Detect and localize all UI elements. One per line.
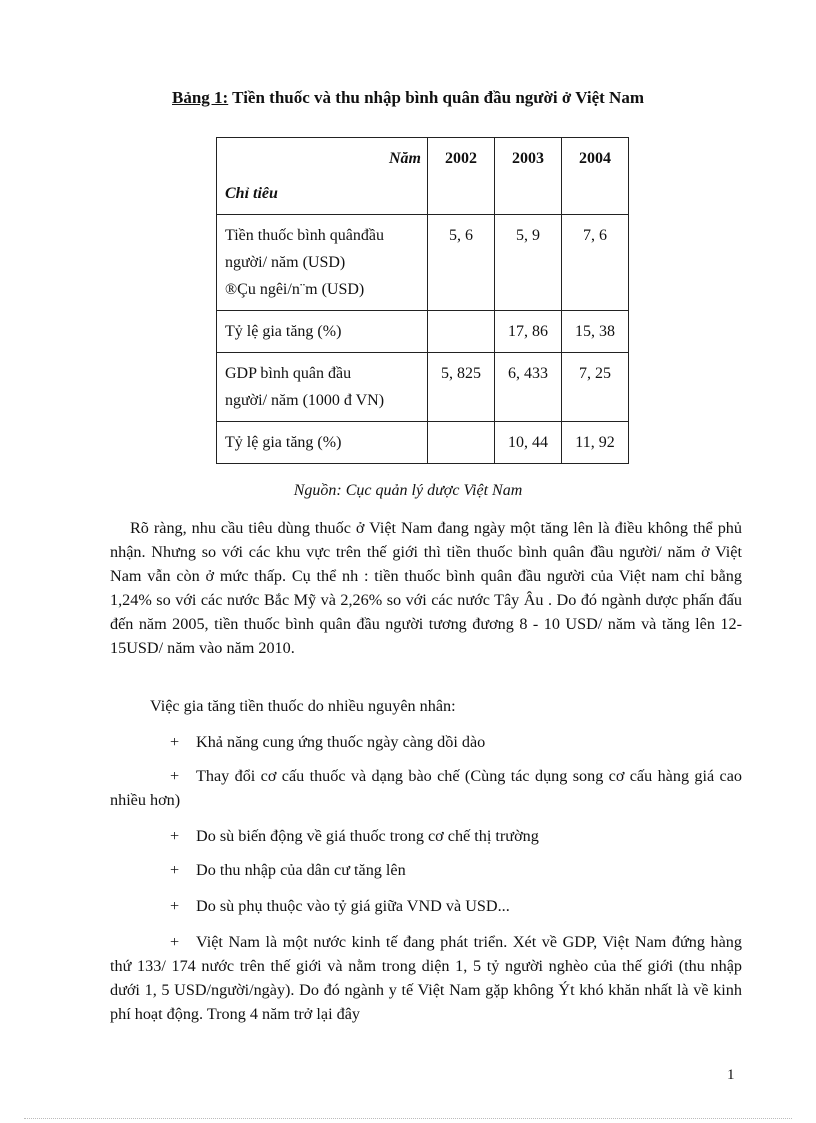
bullet-item	[110, 730, 742, 754]
paragraph-1: Rõ ràng, nhu cầu tiêu dùng thuốc ở Việt Nam đang ngày một tăng lên là điều không thể phủ nhận. Nhưng so với các khu vực trên thế giới thì tiền thuốc bình quân đầu người/ năm ở Việt Nam vẫn còn ở mức thấp. Cụ thể nh : tiền thuốc bình quân đầu người của Việt nam chỉ bằng 1,24% so với các nước Bắc Mỹ và 2,26% so với các nước Tây Âu . Do đó ngành dược phấn đấu đến năm 2005, tiền thuốc bình quân đầu người tương đương 8 - 10 USD/ năm và tăng lên 12-15USD/ năm vào năm 2010.	[110, 519, 742, 657]
row-label-line: người/ năm (USD)	[225, 254, 346, 271]
header-nam: Năm	[389, 150, 421, 167]
header-corner-cell	[217, 138, 428, 215]
bullet-text: Do sù phụ thuộc vào tỷ giá giữa VND và USD...	[196, 897, 510, 915]
bullet-text: Do thu nhập của dân cư tăng lên	[196, 861, 406, 879]
page-number: 1	[727, 1067, 735, 1083]
table-source: Nguồn: Cục quản lý dược Việt Nam	[293, 482, 523, 499]
table-cell: 5, 6	[428, 215, 495, 311]
table-header-row	[217, 138, 629, 215]
bullet-item	[110, 824, 742, 848]
row-label-line: ®Çu ngêi/n¨m (USD)	[225, 281, 365, 298]
table-cell: 10, 44	[495, 422, 562, 464]
table-cell: 17, 86	[495, 311, 562, 353]
header-year-2002: 2002	[428, 138, 495, 215]
header-chi-tieu: Chỉ tiêu	[225, 185, 278, 202]
bullet-text: Thay đổi cơ cấu thuốc và dạng bào chế (Cùng tác dụng song cơ cấu hàng giá cao nhiều hơn)	[110, 767, 742, 809]
table-row	[217, 422, 629, 464]
bullet-mark: +	[170, 767, 180, 785]
row-label	[217, 353, 428, 422]
paragraph-2: Việc gia tăng tiền thuốc do nhiều nguyên nhân:	[150, 697, 456, 715]
table-cell: 5, 9	[495, 215, 562, 311]
row-label-line: Tỷ lệ gia tăng (%)	[225, 434, 342, 451]
bullet-item	[110, 894, 742, 918]
header-year-2003: 2003	[495, 138, 562, 215]
table-cell: 5, 825	[428, 353, 495, 422]
table-row	[217, 311, 629, 353]
bullet-item	[110, 930, 742, 1026]
row-label	[217, 422, 428, 464]
table-cell	[428, 422, 495, 464]
bullet-text: Khả năng cung ứng thuốc ngày càng dồi dào	[196, 733, 486, 751]
table-row	[217, 215, 629, 311]
header-year-2004: 2004	[562, 138, 629, 215]
row-label-line: người/ năm (1000 đ VN)	[225, 392, 385, 409]
bullet-item	[110, 764, 742, 812]
bullet-mark: +	[170, 733, 180, 751]
table-row	[217, 353, 629, 422]
bullet-item	[110, 858, 742, 882]
bullet-mark: +	[170, 827, 180, 845]
page-bottom-divider	[24, 1118, 792, 1119]
row-label-line: Tỷ lệ gia tăng (%)	[225, 323, 342, 340]
table-cell	[428, 311, 495, 353]
table-cell: 7, 6	[562, 215, 629, 311]
table-cell: 6, 433	[495, 353, 562, 422]
bullet-text: Việt Nam là một nước kinh tế đang phát triển. Xét về GDP, Việt Nam đứng hàng thứ 133/ 174 nước trên thế giới và nằm trong diện 1, 5 tỷ người nghèo của thế giới (thu nhập dưới 1, 5 USD/người/ngày). Do đó ngành y tế Việt Nam gặp không Ýt khó khăn nhất là về kinh phí hoạt động. Trong 4 năm trở lại đây	[110, 933, 742, 1023]
bullet-mark: +	[170, 897, 180, 915]
data-table	[216, 137, 629, 464]
table-caption-label: Bảng 1:	[172, 88, 229, 107]
bullet-text: Do sù biến động về giá thuốc trong cơ chế thị trường	[196, 827, 539, 845]
table-cell: 15, 38	[562, 311, 629, 353]
row-label	[217, 215, 428, 311]
row-label-line: Tiền thuốc bình quânđầu	[225, 227, 384, 244]
bullet-mark: +	[170, 861, 180, 879]
table-caption	[0, 88, 816, 108]
bullet-mark: +	[170, 933, 180, 951]
row-label-line: GDP bình quân đầu	[225, 365, 352, 382]
table-cell: 11, 92	[562, 422, 629, 464]
table-caption-text: Tiền thuốc và thu nhập bình quân đầu người ở Việt Nam	[228, 88, 644, 107]
row-label	[217, 311, 428, 353]
table-cell: 7, 25	[562, 353, 629, 422]
